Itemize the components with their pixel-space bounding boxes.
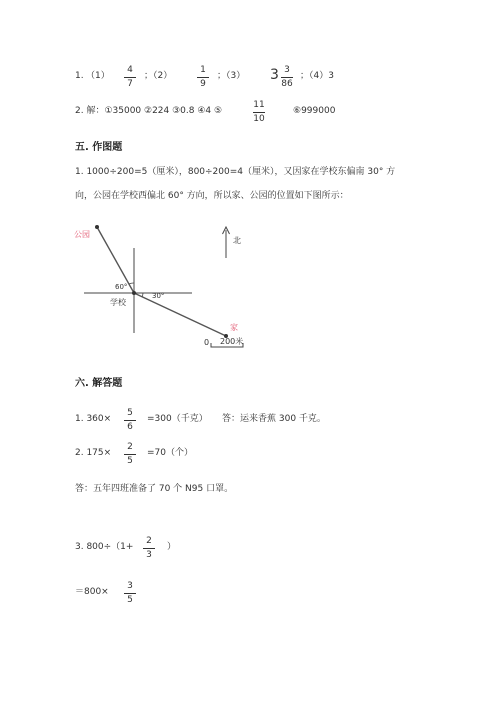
s6-q3-prefix: 3. 800÷（1+ [75,542,134,552]
denominator: 3 [146,550,152,560]
park-label: 公园 [74,230,90,239]
line-to-home [134,293,226,336]
s6-q1-answer: 答：运来香蕉 300 千克。 [222,414,326,424]
fraction-bar [124,593,136,594]
fraction-bar [124,420,136,421]
denominator: 10 [253,114,265,124]
school-label: 学校 [110,298,126,307]
s6-q1-result: =300（千克） [147,414,208,424]
denominator: 9 [200,79,206,89]
numerator: 2 [127,442,133,452]
s6-q1-fraction [122,408,138,433]
q1-separator-3: ；（4）3 [300,71,334,81]
q1-separator-2: ；（3） [217,71,246,81]
q2-text-end: ⑥999000 [293,106,336,116]
numerator: 11 [253,100,265,110]
q1-number: 1. [75,71,84,81]
section5-title: 五. 作图题 [75,142,123,153]
fraction-bar [143,548,155,549]
angle-60-label: 60° [115,283,128,291]
angle-60-arc [129,283,134,284]
s6-q2-result: =70（个） [147,448,193,458]
s6-q3-close: ） [167,542,177,552]
denominator: 7 [127,79,133,89]
denominator: 86 [281,79,293,89]
s6-q3-fraction-2 [122,581,138,606]
s6-q1-prefix: 1. 360× [75,414,112,424]
section5-line1: 1. 1000÷200=5（厘米），800÷200=4（厘米），又因家在学校东偏南 30° 方 [75,167,396,177]
park-point [95,225,99,229]
q1-part1-label: （1） [86,71,110,81]
q1-mixed-whole: 3 [270,67,279,83]
denominator: 6 [127,422,133,432]
scale-zero: 0 [204,338,210,347]
numerator: 3 [284,65,290,75]
denominator: 5 [127,595,133,605]
angle-30-label: 30° [152,292,165,300]
s6-q3-fraction [141,536,157,561]
numerator: 2 [146,536,152,546]
s6-q2-answer: 答：五年四班准备了 70 个 N95 口罩。 [75,484,234,494]
fraction-bar [124,454,136,455]
home-label: 家 [230,323,238,332]
denominator: 5 [127,456,133,466]
s6-q2-fraction [122,442,138,467]
q2-text: 2. 解：①35000 ②224 ③0.8 ④4 ⑤ [75,106,223,116]
school-point [132,291,136,295]
q1-separator-1: ；（2） [144,71,173,81]
numerator: 5 [127,408,133,418]
section6-title: 六. 解答题 [75,378,123,389]
s6-q2-prefix: 2. 175× [75,448,112,458]
scale-label: 200米 [220,337,244,346]
section5-line2: 向，公园在学校西偏北 60° 方向，所以家、公园的位置如下图所示： [75,191,349,201]
s6-q3-line2-prefix: ＝800× [75,587,109,597]
north-label: 北 [233,236,241,245]
numerator: 1 [200,65,206,75]
numerator: 4 [127,65,133,75]
numerator: 3 [127,581,133,591]
